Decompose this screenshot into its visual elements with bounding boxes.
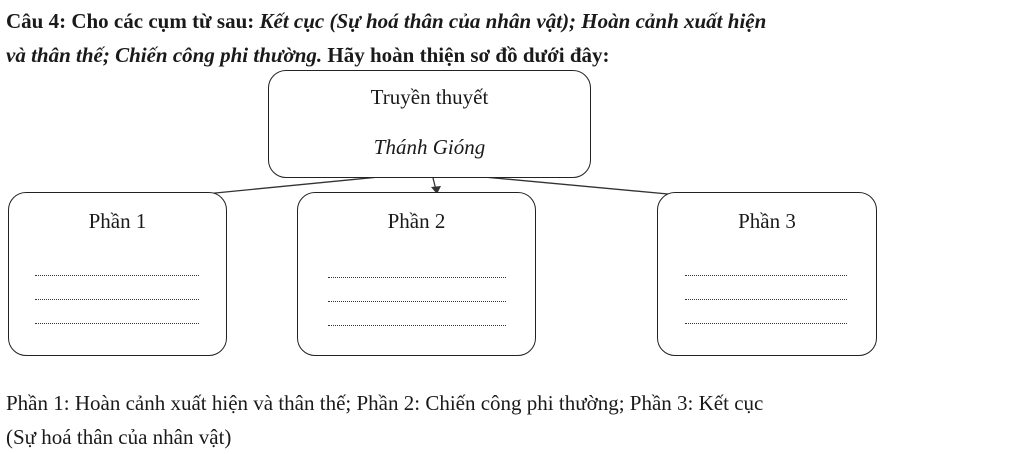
answer-line	[328, 325, 506, 326]
root-box	[268, 70, 591, 178]
answer-line	[328, 301, 506, 302]
answer-line-1: Phần 1: Hoàn cảnh xuất hiện và thân thế; Phần 2: Chiến công phi thường; Phần 3: Kết cục	[6, 391, 764, 415]
answer-line	[328, 277, 506, 278]
question-instruction: Hãy hoàn thiện sơ đồ dưới đây:	[322, 43, 610, 67]
question-line-1	[6, 4, 1018, 38]
question-line-2	[6, 38, 1018, 72]
root-subtitle: Thánh Gióng	[373, 135, 486, 159]
answer-line	[685, 275, 847, 276]
part-title-2: Phần 2	[387, 209, 446, 233]
question-label: Câu 4: Cho các cụm từ sau:	[6, 9, 260, 33]
answer-line-2: (Sự hoá thân của nhân vật)	[6, 425, 232, 449]
answer-line	[35, 299, 199, 300]
part-title-1: Phần 1	[88, 209, 147, 233]
root-title: Truyền thuyết	[370, 85, 489, 109]
question-phrase-2: và thân thế; Chiến công phi thường.	[6, 43, 323, 67]
part-box-2	[297, 192, 536, 356]
answer-line	[35, 275, 199, 276]
part-box-1	[8, 192, 227, 356]
answer-line	[685, 323, 847, 324]
answer-line	[35, 323, 199, 324]
question-text	[6, 4, 1018, 72]
answer-line	[685, 299, 847, 300]
part-box-3	[657, 192, 877, 356]
part-title-3: Phần 3	[738, 209, 796, 233]
question-phrase-1: Kết cục (Sự hoá thân của nhân vật); Hoàn cảnh xuất hiện	[259, 9, 767, 33]
